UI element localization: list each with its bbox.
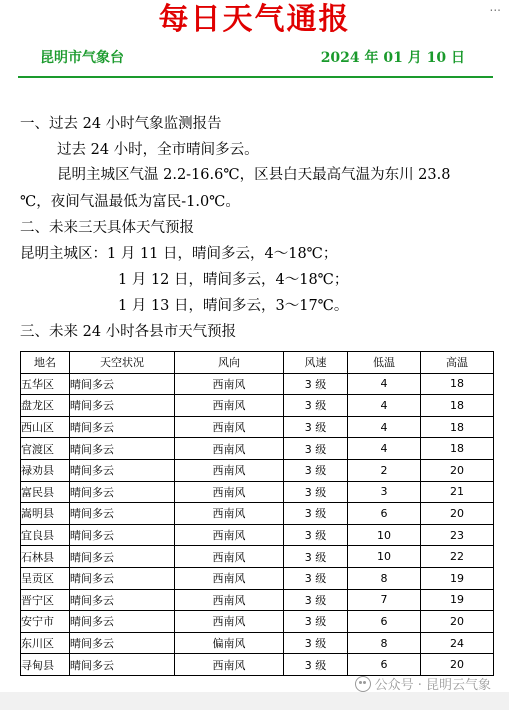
cell-wind-speed: 3 级 — [284, 416, 348, 438]
cell-high-temp: 18 — [421, 438, 494, 460]
section2-line3: 1 月 13 日，晴间多云，3～17℃。 — [118, 298, 349, 314]
more-options-icon[interactable]: ... — [489, 0, 501, 14]
table-row — [21, 611, 494, 633]
section2-line1: 昆明主城区：1 月 11 日，晴间多云，4～18℃； — [20, 246, 338, 262]
table-row — [21, 416, 494, 438]
cell-wind-speed: 3 级 — [284, 632, 348, 654]
cell-low-temp: 4 — [348, 395, 421, 417]
cell-high-temp: 20 — [421, 654, 494, 676]
cell-low-temp: 2 — [348, 459, 421, 481]
cell-wind-direction: 西南风 — [175, 459, 284, 481]
forecast-table — [20, 351, 494, 676]
cell-wind-direction: 西南风 — [175, 611, 284, 633]
table-row — [21, 632, 494, 654]
cell-sky: 晴间多云 — [70, 567, 175, 589]
cell-location: 富民县 — [21, 481, 70, 503]
cell-location: 五华区 — [21, 373, 70, 395]
table-row — [21, 503, 494, 525]
bottom-bar — [0, 692, 509, 710]
cell-sky: 晴间多云 — [70, 632, 175, 654]
table-row — [21, 589, 494, 611]
cell-wind-speed: 3 级 — [284, 524, 348, 546]
cell-location: 安宁市 — [21, 611, 70, 633]
cell-wind-speed: 3 级 — [284, 546, 348, 568]
cell-sky: 晴间多云 — [70, 373, 175, 395]
cell-wind-speed: 3 级 — [284, 589, 348, 611]
header-low-temp: 低温 — [348, 352, 421, 374]
cell-wind-speed: 3 级 — [284, 481, 348, 503]
cell-high-temp: 22 — [421, 546, 494, 568]
cell-wind-speed: 3 级 — [284, 395, 348, 417]
cell-high-temp: 20 — [421, 459, 494, 481]
cell-sky: 晴间多云 — [70, 503, 175, 525]
cell-location: 盘龙区 — [21, 395, 70, 417]
section1-line1: 过去 24 小时，全市晴间多云。 — [57, 142, 259, 158]
cell-high-temp: 18 — [421, 395, 494, 417]
cell-sky: 晴间多云 — [70, 654, 175, 676]
cell-sky: 晴间多云 — [70, 481, 175, 503]
cell-location: 禄劝县 — [21, 459, 70, 481]
cell-sky: 晴间多云 — [70, 416, 175, 438]
page-title: 每日天气通报 — [158, 2, 351, 37]
table-row — [21, 395, 494, 417]
header-location: 地名 — [21, 352, 70, 374]
header-wind-speed: 风速 — [284, 352, 348, 374]
cell-low-temp: 6 — [348, 611, 421, 633]
cell-high-temp: 18 — [421, 416, 494, 438]
table-header-row — [21, 352, 494, 374]
section1-heading: 一、过去 24 小时气象监测报告 — [20, 116, 222, 132]
section2-line2: 1 月 12 日，晴间多云，4～18℃； — [118, 272, 349, 288]
cell-low-temp: 4 — [348, 373, 421, 395]
cell-sky: 晴间多云 — [70, 395, 175, 417]
cell-high-temp: 19 — [421, 589, 494, 611]
section2-heading: 二、未来三天具体天气预报 — [20, 220, 194, 236]
cell-wind-direction: 偏南风 — [175, 632, 284, 654]
cell-wind-direction: 西南风 — [175, 589, 284, 611]
cell-wind-direction: 西南风 — [175, 373, 284, 395]
cell-low-temp: 3 — [348, 481, 421, 503]
table-row — [21, 654, 494, 676]
cell-wind-direction: 西南风 — [175, 654, 284, 676]
cell-wind-speed: 3 级 — [284, 438, 348, 460]
table-row — [21, 546, 494, 568]
cell-wind-speed: 3 级 — [284, 611, 348, 633]
table-row — [21, 524, 494, 546]
cell-sky: 晴间多云 — [70, 546, 175, 568]
cell-low-temp: 8 — [348, 632, 421, 654]
issue-date: 2024 年 01 月 10 日 — [320, 50, 465, 66]
watermark-text: 公众号 · 昆明云气象 — [374, 678, 491, 693]
cell-wind-direction: 西南风 — [175, 546, 284, 568]
cell-high-temp: 20 — [421, 503, 494, 525]
watermark — [355, 674, 491, 693]
cell-low-temp: 6 — [348, 503, 421, 525]
cell-wind-speed: 3 级 — [284, 567, 348, 589]
cell-location: 嵩明县 — [21, 503, 70, 525]
issuer-name: 昆明市气象台 — [40, 50, 124, 66]
cell-location: 西山区 — [21, 416, 70, 438]
cell-wind-speed: 3 级 — [284, 503, 348, 525]
cell-sky: 晴间多云 — [70, 459, 175, 481]
cell-wind-direction: 西南风 — [175, 395, 284, 417]
cell-wind-speed: 3 级 — [284, 459, 348, 481]
table-row — [21, 438, 494, 460]
cell-location: 宜良县 — [21, 524, 70, 546]
cell-sky: 晴间多云 — [70, 438, 175, 460]
cell-high-temp: 23 — [421, 524, 494, 546]
section1-line3: ℃，夜间气温最低为富民-1.0℃。 — [20, 194, 240, 210]
cell-wind-speed: 3 级 — [284, 654, 348, 676]
header-divider — [18, 76, 493, 78]
cell-location: 寻甸县 — [21, 654, 70, 676]
cell-low-temp: 8 — [348, 567, 421, 589]
cell-low-temp: 6 — [348, 654, 421, 676]
cell-high-temp: 19 — [421, 567, 494, 589]
cell-wind-direction: 西南风 — [175, 481, 284, 503]
cell-low-temp: 10 — [348, 524, 421, 546]
cell-high-temp: 20 — [421, 611, 494, 633]
cell-wind-speed: 3 级 — [284, 373, 348, 395]
header-high-temp: 高温 — [421, 352, 494, 374]
section1-line2: 昆明主城区气温 2.2-16.6℃，区县白天最高气温为东川 23.8 — [57, 167, 451, 183]
cell-location: 东川区 — [21, 632, 70, 654]
cell-location: 呈贡区 — [21, 567, 70, 589]
header-sky: 天空状况 — [70, 352, 175, 374]
cell-low-temp: 4 — [348, 438, 421, 460]
cell-wind-direction: 西南风 — [175, 416, 284, 438]
cell-wind-direction: 西南风 — [175, 524, 284, 546]
cell-high-temp: 21 — [421, 481, 494, 503]
table-row — [21, 373, 494, 395]
cell-sky: 晴间多云 — [70, 611, 175, 633]
table-row — [21, 481, 494, 503]
cell-high-temp: 24 — [421, 632, 494, 654]
cell-sky: 晴间多云 — [70, 589, 175, 611]
cell-location: 晋宁区 — [21, 589, 70, 611]
cell-sky: 晴间多云 — [70, 524, 175, 546]
cell-location: 石林县 — [21, 546, 70, 568]
cell-location: 官渡区 — [21, 438, 70, 460]
cell-wind-direction: 西南风 — [175, 503, 284, 525]
cell-high-temp: 18 — [421, 373, 494, 395]
cell-low-temp: 10 — [348, 546, 421, 568]
cell-wind-direction: 西南风 — [175, 567, 284, 589]
wechat-icon — [355, 676, 371, 692]
cell-low-temp: 7 — [348, 589, 421, 611]
table-row — [21, 459, 494, 481]
cell-low-temp: 4 — [348, 416, 421, 438]
table-row — [21, 567, 494, 589]
header-wind-direction: 风向 — [175, 352, 284, 374]
section3-heading: 三、未来 24 小时各县市天气预报 — [20, 324, 237, 340]
cell-wind-direction: 西南风 — [175, 438, 284, 460]
